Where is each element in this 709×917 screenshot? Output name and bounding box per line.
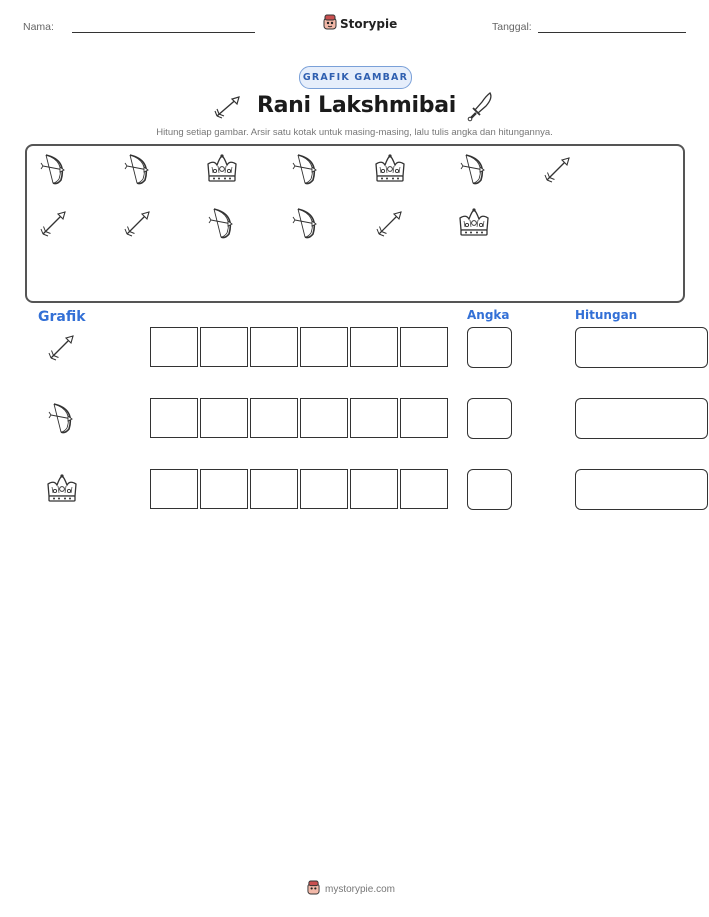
arrow-icon bbox=[37, 206, 71, 240]
bow-icon bbox=[289, 152, 323, 186]
tally-grid bbox=[150, 398, 448, 438]
tally-cell[interactable] bbox=[200, 398, 248, 438]
bow-icon bbox=[121, 152, 155, 186]
tally-cell[interactable] bbox=[150, 398, 198, 438]
footer-site: mystorypie.com bbox=[325, 883, 396, 895]
tally-cell[interactable] bbox=[300, 327, 348, 367]
arrow-icon bbox=[541, 152, 575, 186]
tally-cell[interactable] bbox=[350, 327, 398, 367]
tally-cell[interactable] bbox=[350, 469, 398, 509]
sword-icon bbox=[466, 90, 496, 122]
date-line[interactable] bbox=[538, 32, 686, 33]
tally-cell[interactable] bbox=[400, 469, 448, 509]
bow-icon bbox=[289, 206, 323, 240]
tally-cell[interactable] bbox=[350, 398, 398, 438]
storypie-mascot-icon bbox=[307, 880, 320, 898]
tally-cell[interactable] bbox=[200, 327, 248, 367]
tally-cell[interactable] bbox=[150, 469, 198, 509]
arrow-icon bbox=[213, 93, 243, 119]
tally-cell[interactable] bbox=[400, 327, 448, 367]
crown-icon bbox=[457, 206, 491, 240]
date-label: Tanggal: bbox=[492, 21, 532, 33]
name-line[interactable] bbox=[72, 32, 255, 33]
tally-cell[interactable] bbox=[150, 327, 198, 367]
tally-cell[interactable] bbox=[200, 469, 248, 509]
tally-grid bbox=[150, 327, 448, 367]
number-answer-box[interactable] bbox=[467, 327, 512, 368]
crown-icon bbox=[205, 152, 239, 186]
brand-logo bbox=[323, 14, 397, 33]
name-label: Nama: bbox=[23, 21, 54, 33]
worksheet-type-badge: GRAFIK GAMBAR bbox=[299, 66, 412, 89]
tally-cell[interactable] bbox=[400, 398, 448, 438]
count-header: Hitungan bbox=[575, 308, 638, 322]
bow-icon bbox=[457, 152, 491, 186]
instructions: Hitung setiap gambar. Arsir satu kotak untuk masing-masing, lalu tulis angka dan hitungannya. bbox=[156, 127, 553, 138]
arrow-icon bbox=[121, 206, 155, 240]
number-header: Angka bbox=[467, 308, 510, 322]
bow-icon bbox=[205, 206, 239, 240]
count-answer-box[interactable] bbox=[575, 327, 708, 368]
bow-icon bbox=[37, 152, 71, 186]
storypie-mascot-icon bbox=[323, 14, 337, 33]
bow-icon bbox=[45, 401, 79, 435]
picture-box bbox=[25, 144, 685, 303]
number-answer-box[interactable] bbox=[467, 469, 512, 510]
arrow-icon bbox=[373, 206, 407, 240]
number-answer-box[interactable] bbox=[467, 398, 512, 439]
tally-cell[interactable] bbox=[250, 469, 298, 509]
page-title: Rani Lakshmibai bbox=[257, 93, 457, 118]
tally-grid bbox=[150, 469, 448, 509]
tally-cell[interactable] bbox=[300, 398, 348, 438]
arrow-icon bbox=[45, 330, 79, 364]
tally-cell[interactable] bbox=[300, 469, 348, 509]
footer bbox=[307, 880, 395, 898]
count-answer-box[interactable] bbox=[575, 398, 708, 439]
tally-cell[interactable] bbox=[250, 327, 298, 367]
tally-cell[interactable] bbox=[250, 398, 298, 438]
crown-icon bbox=[45, 472, 79, 506]
graph-header: Grafik bbox=[38, 309, 86, 325]
count-answer-box[interactable] bbox=[575, 469, 708, 510]
crown-icon bbox=[373, 152, 407, 186]
brand-name: Storypie bbox=[340, 16, 398, 31]
